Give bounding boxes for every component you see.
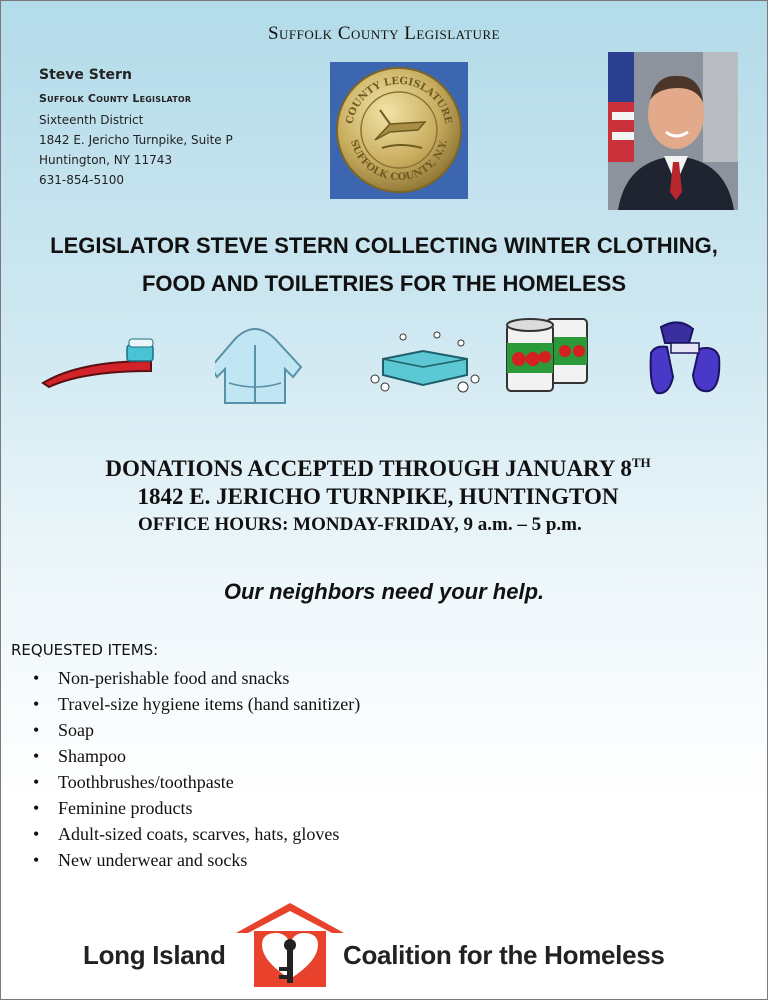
list-item: • New underwear and socks [27,847,360,873]
donation-address: 1842 E. JERICHO TURNPIKE, HUNTINGTON [137,484,619,509]
list-item: • Travel-size hygiene items (hand sanitizer) [27,691,360,717]
list-item: • Shampoo [27,743,360,769]
svg-text:COUNTY LEGISLATURE: COUNTY LEGISLATURE [344,75,454,126]
logo-text-left: Long Island [83,940,226,970]
list-item: • Soap [27,717,360,743]
legislator-name: Steve Stern [39,67,132,83]
mittens-icon [649,317,721,397]
district: Sixteenth District [39,113,144,127]
list-item: • Non-perishable food and snacks [27,665,360,691]
jacket-icon [215,319,315,405]
soap-icon [363,329,485,397]
donation-icons-row [1,313,767,405]
toothbrush-icon [39,331,157,389]
tagline: Our neighbors need your help. [223,579,545,604]
office-hours: OFFICE HOURS: MONDAY-FRIDAY, 9 a.m. – 5 p.m. [138,514,582,535]
county-seal [330,62,468,199]
list-item: • Toothbrushes/toothpaste [27,769,360,795]
headline-line-2: FOOD AND TOILETRIES FOR THE HOMELESS [141,271,627,296]
house-heart-icon [234,901,346,987]
logo-text-right: Coalition for the Homeless [343,940,665,970]
cans-icon [505,315,589,393]
list-item: • Feminine products [27,795,360,821]
requested-items-list [27,665,360,873]
address-line-1: 1842 E. Jericho Turnpike, Suite P [39,133,233,147]
requested-items-title: REQUESTED ITEMS: [11,641,159,659]
main-headline [1,227,767,303]
seal-icon [330,62,468,199]
legislator-role: Suffolk County Legislator [39,92,192,105]
address-line-2: Huntington, NY 11743 [39,153,173,167]
legislator-photo [608,52,738,210]
svg-text:SUFFOLK COUNTY, N.Y.: SUFFOLK COUNTY, N.Y. [347,138,451,184]
list-item: • Adult-sized coats, scarves, hats, gloves [27,821,360,847]
phone-number: 631-854-5100 [39,173,125,187]
portrait-icon [608,52,738,210]
coalition-logo [1,901,767,991]
contact-block [39,67,233,190]
legislature-title: Suffolk County Legislature [267,23,501,44]
donation-details [1,455,767,536]
headline-line-1: LEGISLATOR STEVE STERN COLLECTING WINTER CLOTHING, [50,233,718,258]
donation-deadline: DONATIONS ACCEPTED THROUGH JANUARY 8TH [105,455,651,481]
